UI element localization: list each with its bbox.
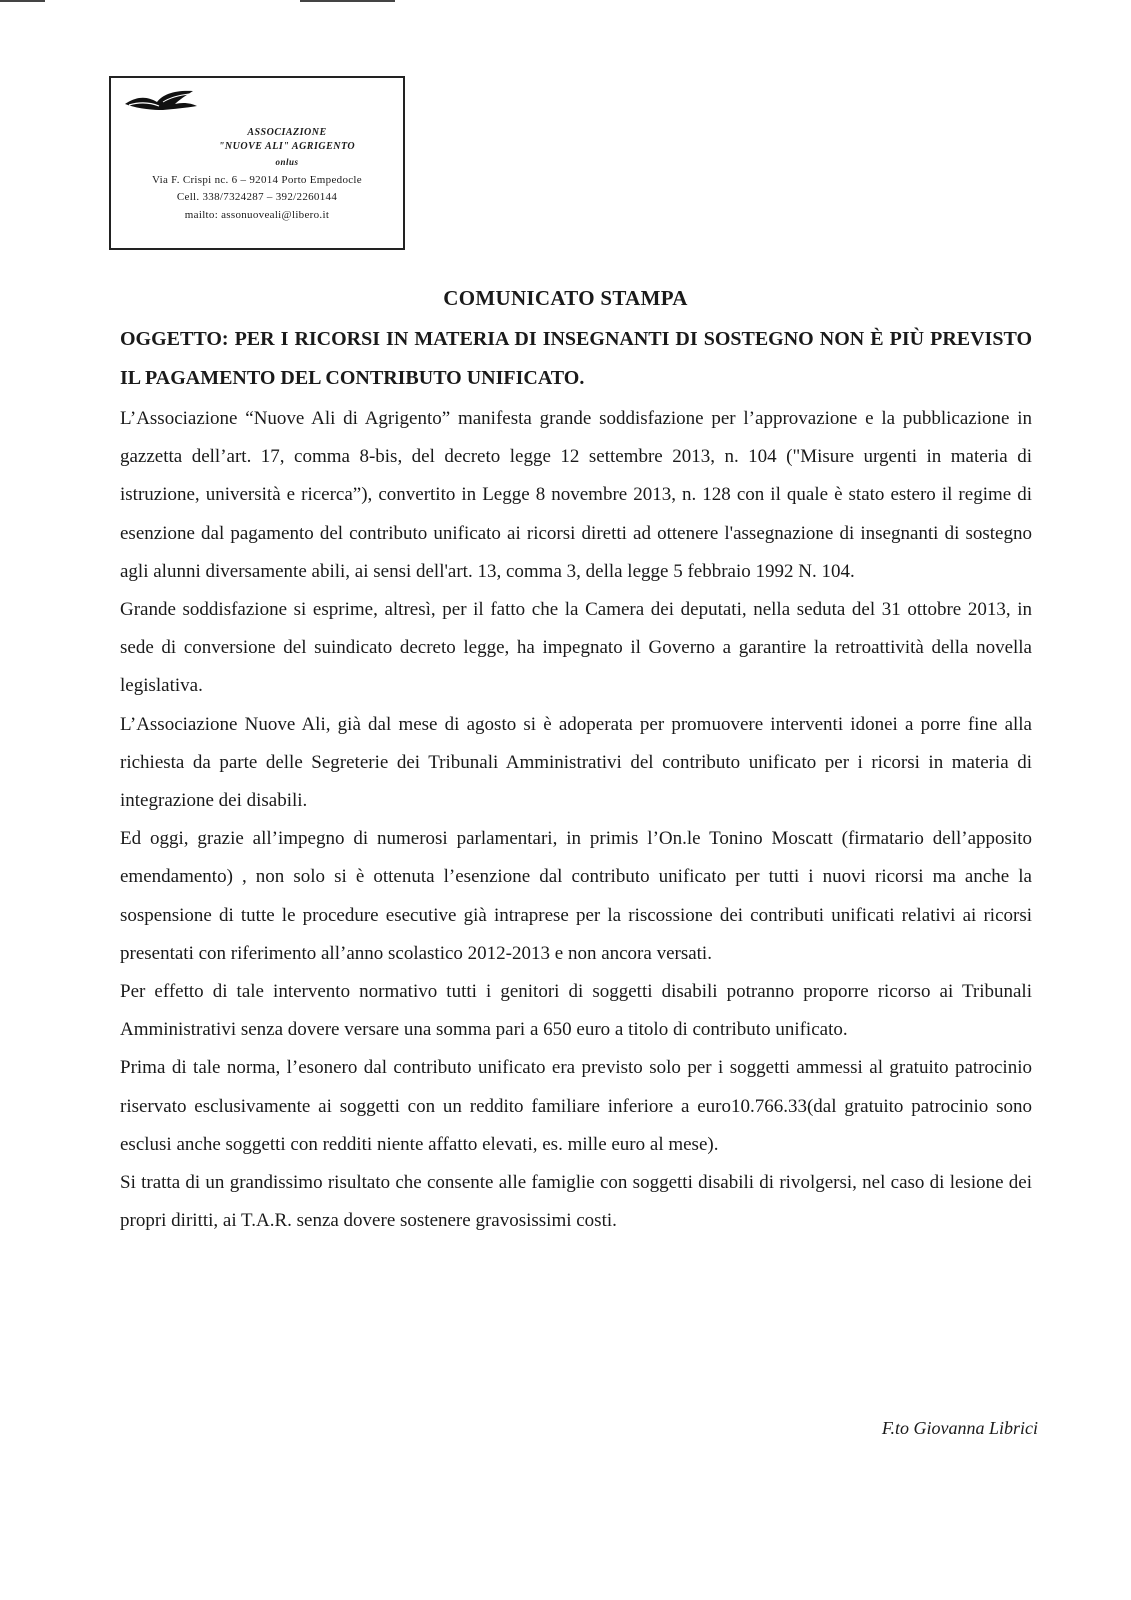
paragraph: Prima di tale norma, l’esonero dal contributo unificato era previsto solo per i soggetti ammessi al gratuito patrocinio riservato esclusivamente ai soggetti con un reddito familiare inferiore a euro10.766.33(dal gratuito patrocinio sono esclusi anche soggetti con redditi niente affatto elevati, es. mille euro al mese). <box>120 1057 1032 1155</box>
bird-icon <box>123 88 201 116</box>
scan-mark-right <box>300 0 395 2</box>
document-body <box>120 400 1032 1240</box>
paragraph: Si tratta di un grandissimo risultato che consente alle famiglie con soggetti disabili di rivolgersi, nel caso di lesione dei propri diritti, ai T.A.R. senza dovere sostenere gravosissimi costi. <box>120 1172 1032 1232</box>
email-line: mailto: assonuoveali@libero.it <box>184 209 330 221</box>
phone-line: Cell. 338/7324287 – 392/2260144 <box>176 191 338 203</box>
address-line: Via F. Crispi nc. 6 – 92014 Porto Empedocle <box>152 174 362 186</box>
document-subject: OGGETTO: PER I RICORSI IN MATERIA DI INSEGNANTI DI SOSTEGNO NON È PIÙ PREVISTO IL PAGAMENTO DEL CONTRIBUTO UNIFICATO. <box>120 328 1032 389</box>
paragraph: L’Associazione Nuove Ali, già dal mese di agosto si è adoperata per promuovere interventi idonei a porre fine alla richiesta da parte delle Segreterie dei Tribunali Amministrativi del contributo unificato per i ricorsi in materia di integrazione dei disabili. <box>120 713 1032 812</box>
letterhead-box <box>109 76 405 250</box>
paragraph: Grande soddisfazione si esprime, altresì, per il fatto che la Camera dei deputati, nella seduta del 31 ottobre 2013, in sede di conversione del suindicato decreto legge, ha impegnato il Governo a garantire la retroattività della novella legislativa. <box>120 599 1032 697</box>
association-name-line3: onlus <box>275 157 299 167</box>
association-name-line2: "NUOVE ALI" AGRIGENTO <box>218 141 356 152</box>
signature: F.to Giovanna Librici <box>881 1418 1038 1438</box>
document-title: COMUNICATO STAMPA <box>443 286 688 310</box>
paragraph: Ed oggi, grazie all’impegno di numerosi parlamentari, in primis l’On.le Tonino Moscatt (firmatario dell’apposito emendamento) , non solo si è ottenuta l’esenzione dal contributo unificato per tutti i nuovi ricorsi ma anche la sospensione di tutte le procedure esecutive già intraprese per la riscossione dei contributi unificati relativi ai ricorsi presentati con riferimento all’anno scolastico 2012-2013 e non ancora versati. <box>120 828 1032 964</box>
paragraph: L’Associazione “Nuove Ali di Agrigento” manifesta grande soddisfazione per l’approvazione e la pubblicazione in gazzetta dell’art. 17, comma 8-bis, del decreto legge 12 settembre 2013, n. 104 ("Misure urgenti in materia di istruzione, università e ricerca”), convertito in Legge 8 novembre 2013, n. 128 con il quale è stato estero il regime di esenzione dal pagamento del contributo unificato ai ricorsi diretti ad ottenere l'assegnazione di insegnanti di sostegno agli alunni diversamente abili, ai sensi dell'art. 13, comma 3, della legge 5 febbraio 1992 N. 104. <box>120 408 1032 582</box>
paragraph: Per effetto di tale intervento normativo tutti i genitori di soggetti disabili potranno proporre ricorso ai Tribunali Amministrativi senza dovere versare una somma pari a 650 euro a titolo di contributo unificato. <box>120 981 1032 1041</box>
association-name-line1: ASSOCIAZIONE <box>247 127 327 138</box>
scan-mark-left <box>0 0 45 2</box>
